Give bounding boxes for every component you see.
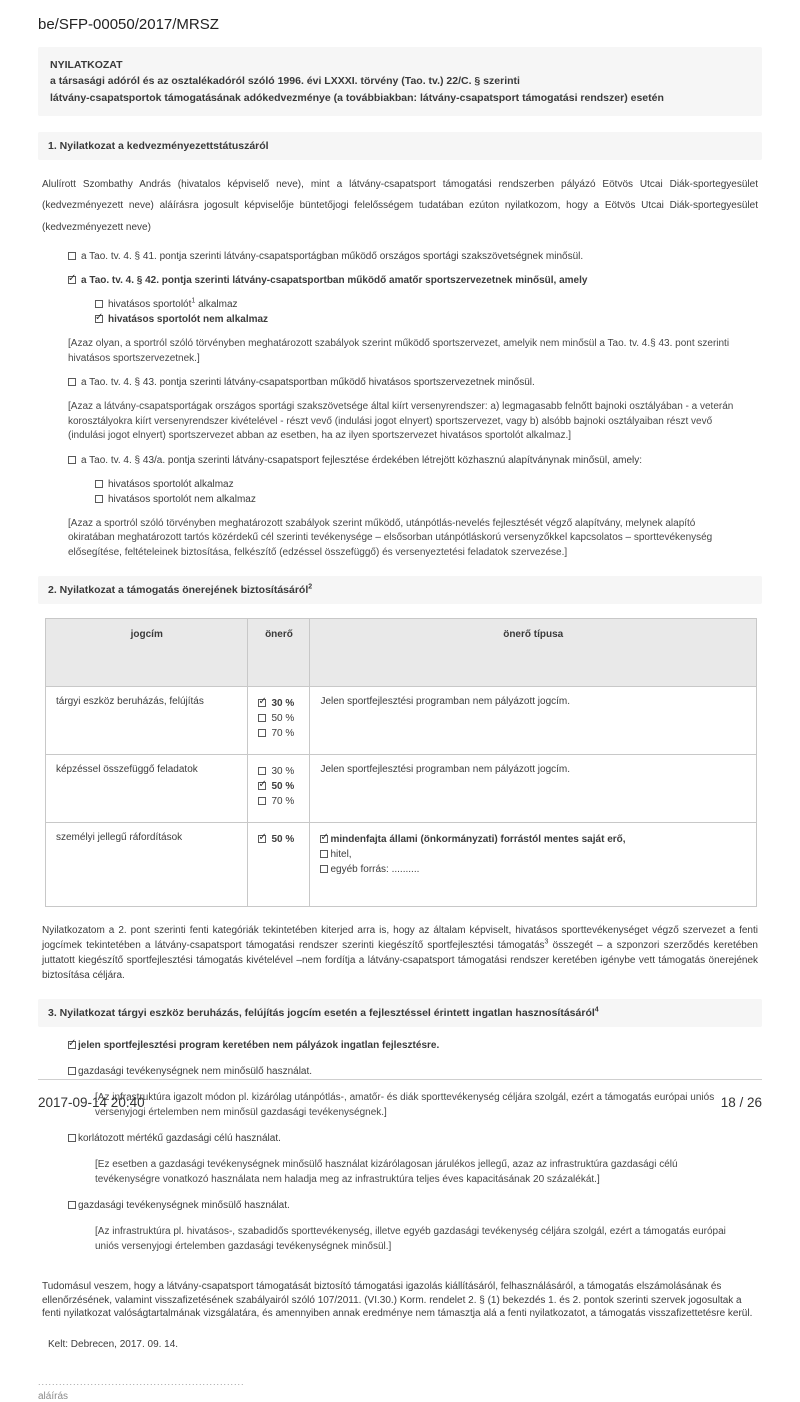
declaration-subtitle-line1: a társasági adóról és az osztalékadóról szóló 1996. évi LXXXI. törvény (Tao. tv.) 22/C. § szerinti [50, 75, 520, 88]
footnote-marker: 1 [191, 297, 196, 305]
jogcim-cell: tárgyi eszköz beruházás, felújítás [46, 687, 248, 755]
table-row [46, 687, 757, 755]
onero-type-cell: Jelen sportfejlesztési programban nem pályázott jogcím. [310, 755, 757, 823]
option-label: jelen sportfejlesztési program keretében nem pályázok ingatlan fejlesztésre. [78, 1040, 440, 1052]
option-label: a Tao. tv. 4. § 42. pontja szerinti látvány-csapatsportban működő amatőr sportszervezetnek minősül, amely [81, 275, 588, 287]
checkbox-icon [95, 315, 103, 323]
signature-label: aláírás [38, 1390, 69, 1402]
onero-option: 50 % [258, 711, 299, 726]
onero-option: ✓ 50 % [258, 832, 299, 847]
declaration-subtitle-line2: látvány-csapatsportok támogatásának adókedvezménye (a továbbiakban: látvány-csapatsport támogatási rendszer) esetén [50, 91, 664, 104]
checkbox-icon [68, 1067, 76, 1075]
acknowledgement-paragraph: Tudomásul veszem, hogy a látvány-csapatsport támogatását biztosító támogatási igazolás kiállításáról, felhasználásáról, a támogatás elszámolásának és ellenőrzésének, valamint visszafizetésének szabályairól szóló 107/2011. (VI.30.) Korm. rendelet 2. § (1) bekezdés 1. és 2. pontok szerinti szervek jogosultak a fenti nyilatkozat valóságtartalmának vizsgálatára, és amennyiben annak eredménye nem támasztja alá a fenti nyilatkozatot, a támogatás visszafizettetésre kerül. [42, 1281, 753, 1320]
section1-heading: 1. Nyilatkozat a kedvezményezettstátuszáról [38, 132, 762, 160]
onero-option: 30 % [258, 764, 299, 779]
checkbox-icon [95, 495, 103, 503]
footer-page-number: 18 / 26 [720, 1095, 762, 1110]
option-tao-43 [68, 376, 762, 390]
option-economic-use [68, 1199, 762, 1213]
checkbox-icon [320, 850, 328, 858]
option-label: a Tao. tv. 4. § 43/a. pontja szerinti látvány-csapatsport fejlesztése érdekében létrejött közhasznú alapítványnak minősül, amely: [81, 454, 643, 466]
checkbox-icon [258, 782, 266, 790]
footer-timestamp: 2017-09-14 20:40 [38, 1095, 145, 1110]
checkbox-icon [68, 1134, 76, 1142]
option-label: gazdasági tevékenységnek minősülő használat. [78, 1200, 290, 1212]
onero-option: ✓50 % [258, 779, 299, 794]
declaration-title-box [38, 47, 762, 116]
jogcim-cell: személyi jellegű ráfordítások [46, 823, 248, 907]
date-line: Kelt: Debrecen, 2017. 09. 14. [48, 1338, 179, 1350]
onero-table [45, 618, 757, 907]
option-label: gazdasági tevékenységnek nem minősülő használat. [78, 1066, 313, 1078]
declaration-title: NYILATKOZAT [50, 59, 123, 71]
signature-block [38, 1378, 762, 1402]
onero-cell [248, 687, 310, 755]
option-label: hivatásos sportolót nem alkalmaz [108, 314, 269, 326]
checkbox-icon [258, 797, 266, 805]
column-header-onero-tipusa: önerő típusa [310, 619, 757, 687]
table-row [46, 823, 757, 907]
onero-type-cell: Jelen sportfejlesztési programban nem pályázott jogcím. [310, 687, 757, 755]
checkbox-icon [258, 767, 266, 775]
onero-type-cell [310, 823, 757, 907]
option-label: a Tao. tv. 4. § 41. pontja szerinti látvány-csapatsportágban működő országos sportági szakszövetségnek minősül. [81, 251, 584, 263]
footnote-marker: 3 [544, 938, 549, 946]
option-42-sub-not-employs [95, 313, 762, 327]
option-limited-economic-use [68, 1132, 762, 1146]
option-43a-sub-employs [95, 478, 762, 492]
onero-type-option: hitel, [320, 847, 746, 862]
checkbox-icon [258, 699, 266, 707]
option-43a-sub-not-employs [95, 493, 762, 507]
page-footer [38, 1079, 762, 1110]
option-label: korlátozott mértékű gazdasági célú használat. [78, 1133, 281, 1145]
onero-option: 70 % [258, 794, 299, 809]
footnote-marker: 2 [308, 583, 313, 591]
note-foundation: [Azaz a sportról szóló törvényben meghatározott szabályok szerint működő, utánpótlás-nevelés fejlesztését végző alapítvány, melynek alapító okiratában meghatározott tartós közérdekű cél szerinti tevékenysége – elsősorban utánpótláskorú versenyzőkkel kapcsolatos – sporttevékenység elősegítése, feltételeinek biztosítása, felkészítő (edzéssel összefüggő) és versenyeztetési feladatok szervezése.] [68, 517, 713, 558]
onero-cell [248, 755, 310, 823]
signature-line: ........................................................... [38, 1376, 245, 1387]
option-label: a Tao. tv. 4. § 43. pontja szerinti látvány-csapatsportban működő hivatásos sportszervezetnek minősül. [81, 377, 535, 389]
option-label: hivatásos sportolót$^1$ alkalmaz [108, 297, 238, 311]
onero-type-option: ✓ mindenfajta állami (önkormányzati) forrástól mentes saját erő, [320, 832, 746, 847]
checkbox-icon [258, 714, 266, 722]
column-header-onero: önerő [248, 619, 310, 687]
note-economic-use: [Az infrastruktúra pl. hivatásos-, szabadidős sporttevékenység, illetve egyéb gazdasági tevékenység céljára szolgál, ezért a támogatás európai uniós versenyjogi értelemben gazdasági tevékenységnek minősül.] [95, 1226, 726, 1252]
option-42-sub-employs [95, 298, 762, 312]
checkbox-icon [68, 276, 76, 284]
note-amateur-org: [Azaz olyan, a sportról szóló törvényben meghatározott szabályok szerint működő sportszervezet, amelyik nem minősül a Tao. tv. 4.§ 43. pont szerinti hivatásos sportszervezetnek.] [68, 338, 730, 364]
note-professional-org: [Azaz a látvány-csapatsportágak országos sportági szakszövetsége által kiírt versenyrendszer: a) legmagasabb felnőtt bajnoki osztályában - a veterán korosztályokra kiírt versenyrendszer kivételével - részt vevő (indulási jogot elnyert) sportszervezet, vagy b) alsóbb bajnoki osztályaiban részt vevő (indulási jogot elnyert) sportszervezet abban az esetben, ha az ilyen sportszervezet hivatásos sportolót alkalmaz.] [68, 401, 734, 442]
checkbox-icon [258, 835, 266, 843]
checkbox-icon [68, 1201, 76, 1209]
checkbox-icon [258, 729, 266, 737]
footnote-marker: 4 [594, 1006, 599, 1014]
checkbox-icon [68, 252, 76, 260]
note-non-economic-use: [Az infrastruktúra igazolt módon pl. kizárólag utánpótlás-, amatőr- és diák sporttevékenység céljára szolgál, ezért a támogatás európai uniós versenyjogi értelemben nem minősül gazdasági tevékenységnek.] [95, 1092, 715, 1118]
onero-cell [248, 823, 310, 907]
option-label: hivatásos sportolót alkalmaz [108, 478, 234, 490]
onero-type-option: egyéb forrás: .......... [320, 862, 746, 877]
checkbox-icon [68, 456, 76, 464]
jogcim-cell: képzéssel összefüggő feladatok [46, 755, 248, 823]
checkbox-icon [320, 835, 328, 843]
checkbox-icon [320, 865, 328, 873]
option-non-economic-use [68, 1065, 762, 1079]
checkbox-icon [68, 378, 76, 386]
onero-option: 70 % [258, 726, 299, 741]
section2-heading: 2. Nyilatkozat a támogatás önerejének biztosításáról$^2$ [38, 576, 762, 604]
note-limited-economic-use: [Ez esetben a gazdasági tevékenységnek minősülő használat kizárólagosan járulékos jellegű, azaz az infrastruktúra gazdasági célú tevékenységre vonatkozó használata nem haladja meg az infrastruktúra teljes éves kapacitásának 20 százalékát.] [95, 1159, 678, 1185]
checkbox-icon [95, 300, 103, 308]
option-tao-43a [68, 454, 762, 468]
option-tao-41 [68, 250, 762, 264]
option-no-property-development [68, 1039, 762, 1053]
option-label: hivatásos sportolót nem alkalmaz [108, 493, 256, 505]
section2-declaration-paragraph: Nyilatkozatom a 2. pont szerinti fenti kategóriák tekintetében kiterjed arra is, hogy az általam képviselt, hivatásos sporttevékenységet végző szervezet a fenti jogcímek tekintetében a látvány-csapatsport támogatási rendszer szerinti kiegészítő sportfejlesztési támogatás$^3$ összegét – a szponzori szerződés keretében juttatott kiegészítő sportfejlesztési támogatás kivételével –nem fordítja a látvány-csapatsport támogatási rendszer keretében igénybe vett támogatás önerejének biztosítása céljára. [42, 925, 758, 982]
checkbox-icon [95, 480, 103, 488]
document-reference: be/SFP-00050/2017/MRSZ [38, 16, 219, 33]
checkbox-icon [68, 1041, 76, 1049]
table-row [46, 755, 757, 823]
declarant-paragraph: Alulírott Szombathy András (hivatalos képviselő neve), mint a látvány-csapatsport támogatási rendszerben pályázó Eötvös Utcai Diák-sportegyesület (kedvezményezett neve) aláírásra jogosult képviselője büntetőjogi felelősségem tudatában ezúton nyilatkozom, hogy a Eötvös Utcai Diák-sportegyesület (kedvezményezett neve) [42, 178, 758, 233]
onero-option: ✓ 30 % [258, 696, 299, 711]
option-tao-42 [68, 274, 762, 288]
table-header-row [46, 619, 757, 687]
section3-heading: 3. Nyilatkozat tárgyi eszköz beruházás, felújítás jogcím esetén a fejlesztéssel érintett ingatlan hasznosításáról$^4$ [38, 999, 762, 1027]
column-header-jogcim: jogcím [46, 619, 248, 687]
